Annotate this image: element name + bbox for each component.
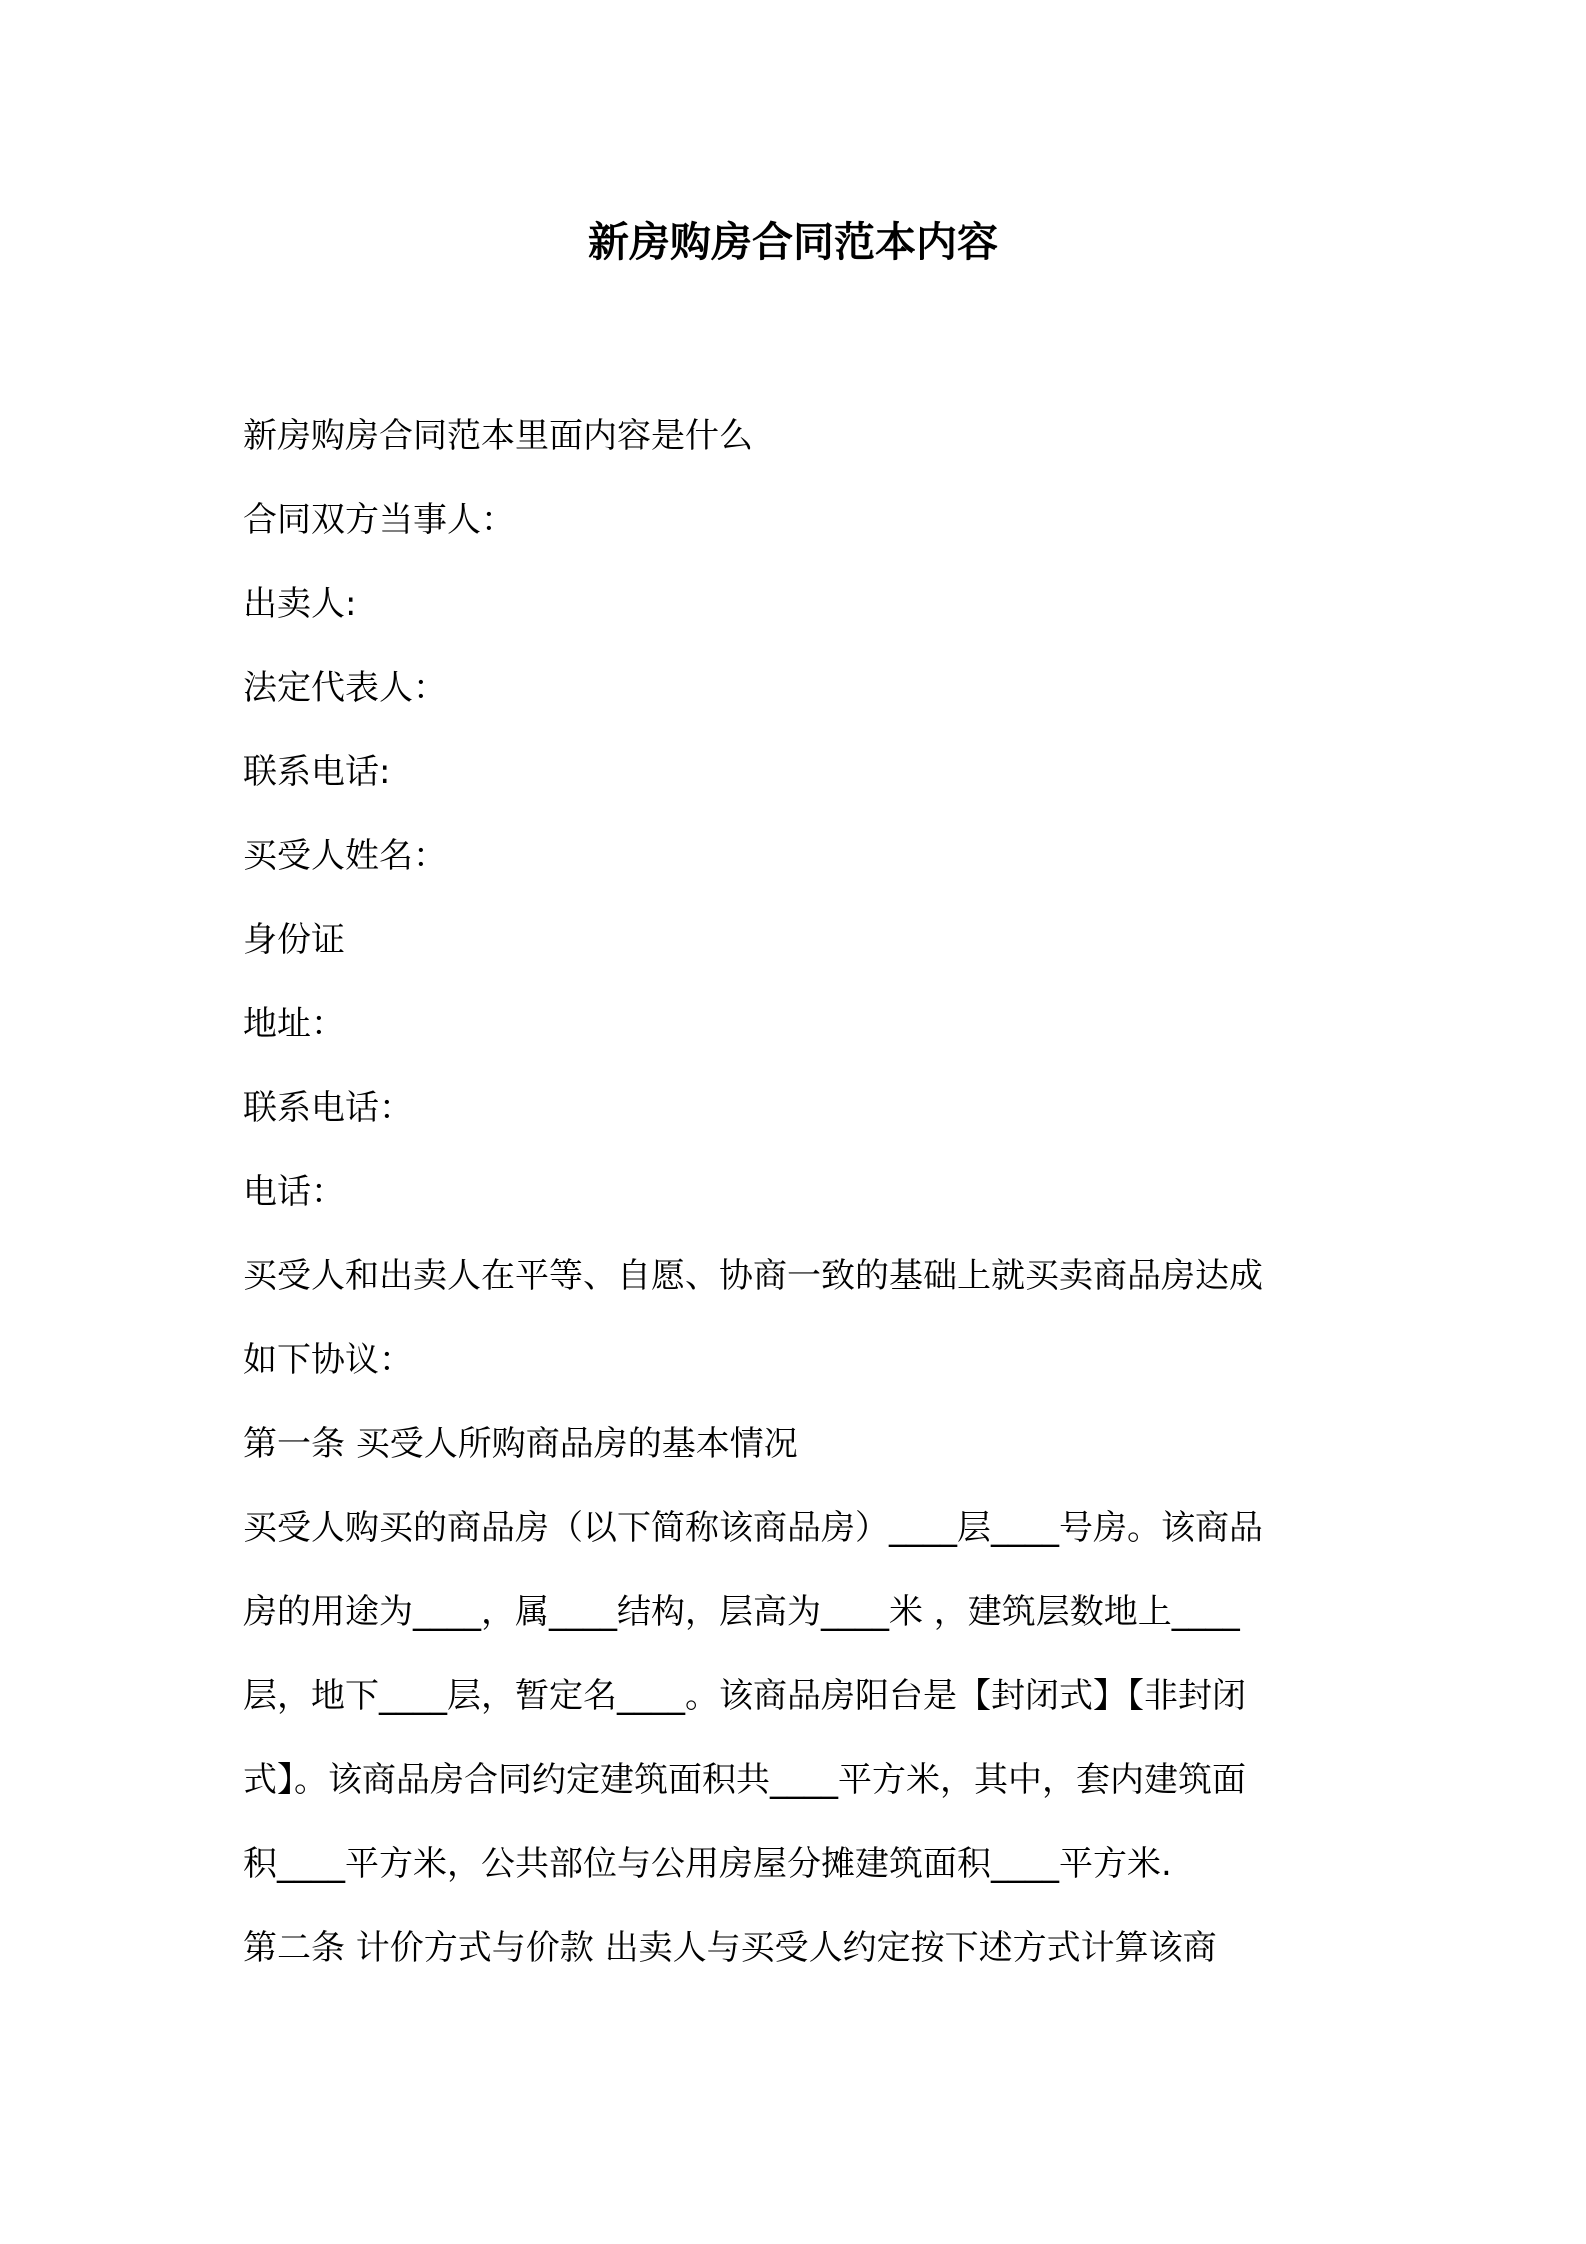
- intro-question: 新房购房合同范本里面内容是什么: [243, 416, 753, 456]
- agreement-paragraph-line: 如下协议：: [243, 1340, 413, 1380]
- id-card-field: 身份证: [243, 920, 345, 960]
- address-field: 地址：: [243, 1004, 345, 1044]
- agreement-paragraph-line: 买受人和出卖人在平等、自愿、协商一致的基础上就买卖商品房达成: [243, 1256, 1263, 1296]
- parties-heading: 合同双方当事人：: [243, 500, 515, 540]
- article-one-line: 式】。该商品房合同约定建筑面积共____平方米，其中，套内建筑面: [243, 1760, 1246, 1800]
- article-one-line: 积____平方米，公共部位与公用房屋分摊建筑面积____平方米.: [243, 1844, 1172, 1884]
- seller-field: 出卖人:: [243, 584, 357, 624]
- article-one-line: 层，地下____层，暂定名____。该商品房阳台是【封闭式】【非封闭: [243, 1676, 1246, 1716]
- article-one-heading: 第一条 买受人所购商品房的基本情况: [243, 1424, 798, 1464]
- buyer-phone-field: 联系电话：: [243, 1088, 413, 1128]
- article-one-line: 买受人购买的商品房（以下简称该商品房）____层____号房。该商品: [243, 1508, 1263, 1548]
- article-one-line: 房的用途为____，属____结构，层高为____米 ，建筑层数地上____: [243, 1592, 1240, 1632]
- legal-representative-field: 法定代表人：: [243, 668, 447, 708]
- telephone-field: 电话：: [243, 1172, 345, 1212]
- seller-phone-field: 联系电话:: [243, 752, 391, 792]
- document-title: 新房购房合同范本内容: [588, 218, 998, 266]
- buyer-name-field: 买受人姓名：: [243, 836, 447, 876]
- article-two-line: 第二条 计价方式与价款 出卖人与买受人约定按下述方式计算该商: [243, 1928, 1217, 1968]
